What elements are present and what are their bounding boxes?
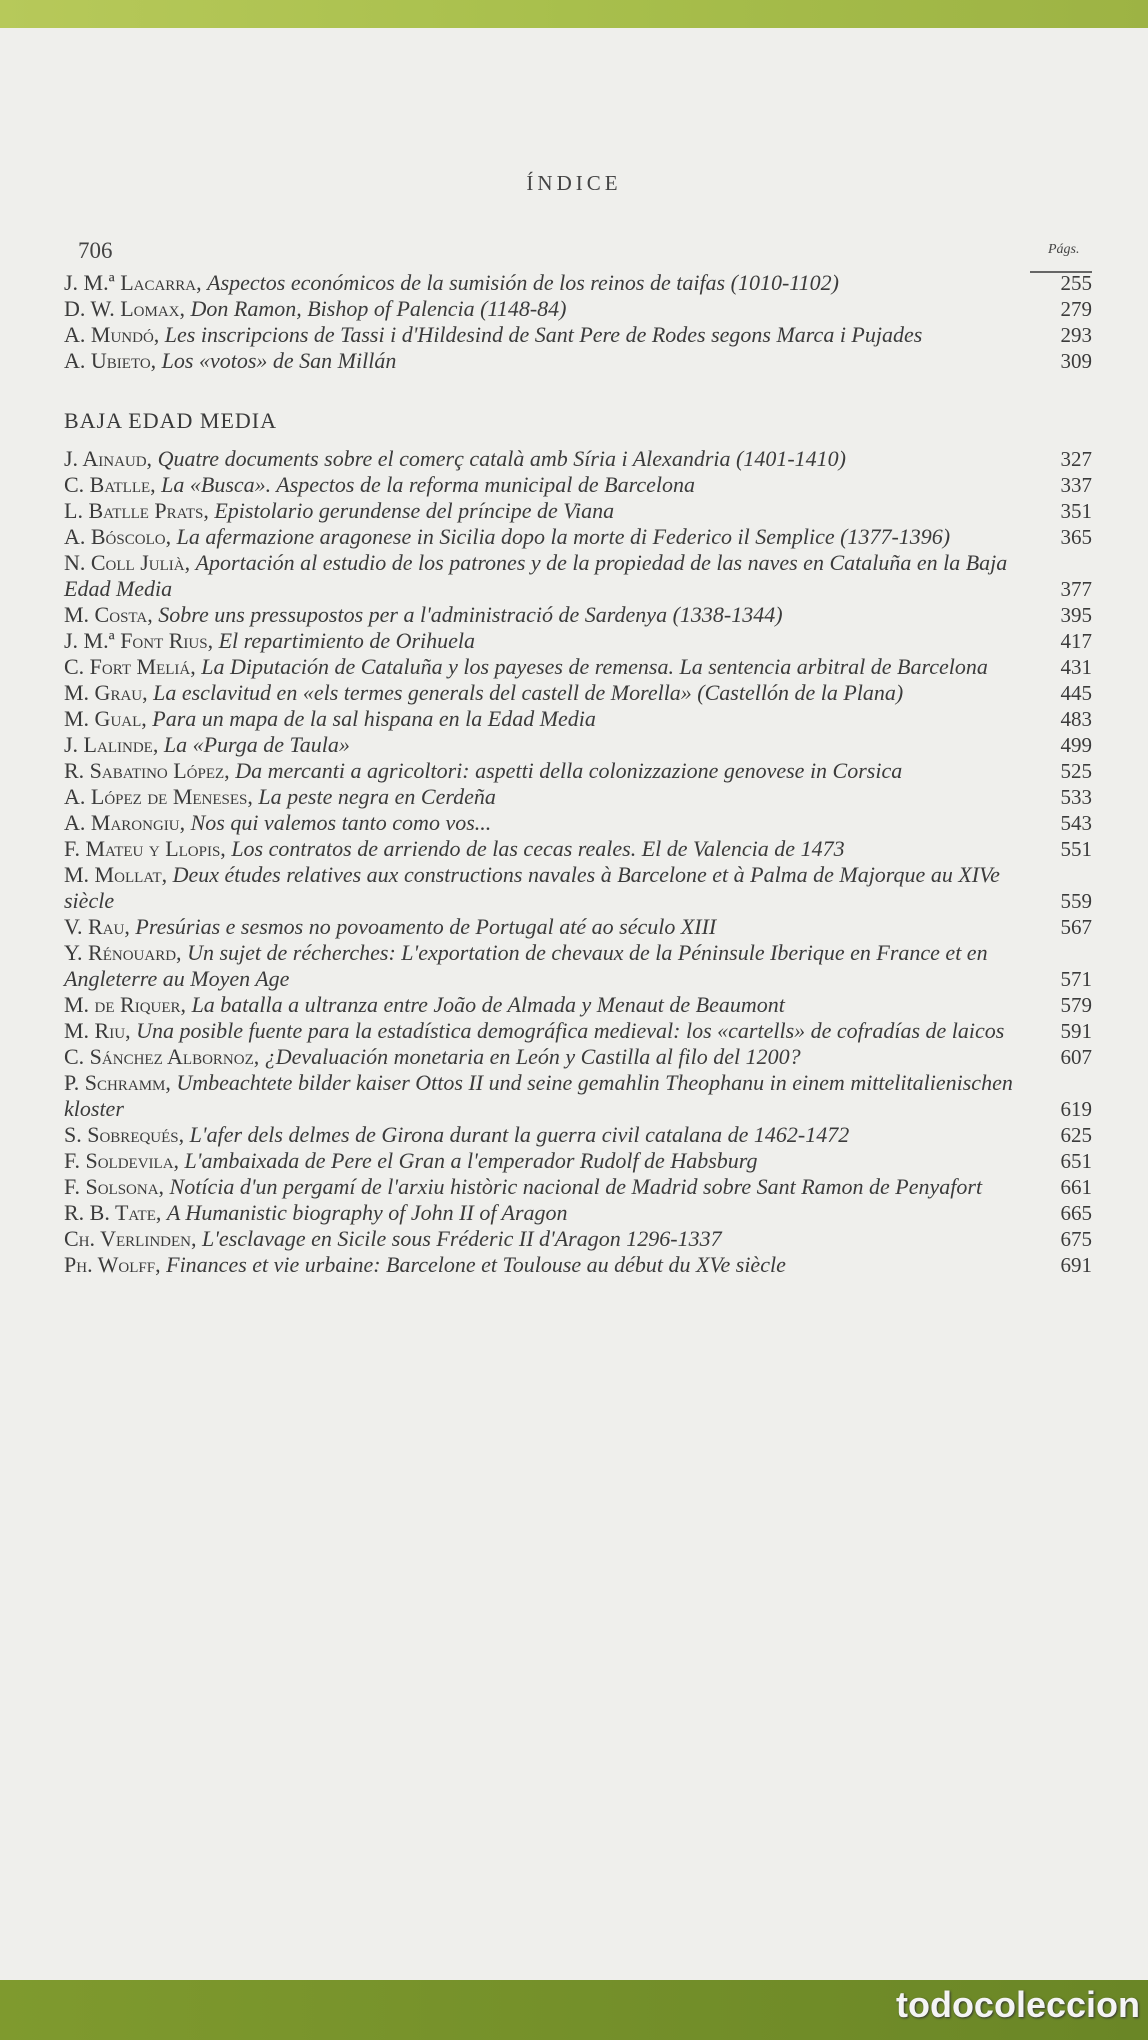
index-entry: [64, 758, 1096, 784]
entry-page-number: 533: [1060, 785, 1092, 809]
index-entry: [64, 1174, 1096, 1200]
entry-author: Y. Rénouard,: [64, 940, 182, 965]
entry-author: M. Grau,: [64, 680, 148, 705]
entry-author: F. Solsona,: [64, 1174, 165, 1199]
entry-author: N. Coll Julià,: [64, 550, 191, 575]
entry-page-number: 551: [1060, 837, 1092, 861]
entry-page-number: 327: [1060, 447, 1092, 471]
entry-author: A. Marongiu,: [64, 810, 186, 835]
entry-page-number: 377: [1060, 577, 1092, 601]
entry-page-number: 625: [1060, 1123, 1092, 1147]
entry-title: Los «votos» de San Millán: [161, 348, 397, 373]
index-entry: [64, 1226, 1096, 1252]
entry-title: L'esclavage en Sicile sous Fréderic II d'Aragon 1296-1337: [201, 1226, 722, 1251]
index-entry: [64, 524, 1096, 550]
index-entry: [64, 706, 1096, 732]
entry-page-number: 571: [1060, 967, 1092, 991]
entry-author: M. Riu,: [64, 1018, 131, 1043]
entry-title: L'ambaixada de Pere el Gran a l'emperador Rudolf de Habsburg: [184, 1148, 758, 1173]
entry-author: C. Batlle,: [64, 472, 156, 497]
index-entry: [64, 680, 1096, 706]
entry-title: La esclavitud en «els termes generals del castell de Morella» (Castellón de la Plana): [153, 680, 904, 705]
entry-title: Sobre uns pressupostos per a l'administració de Sardenya (1338-1344): [158, 602, 783, 627]
entry-author: L. Batlle Prats,: [64, 498, 209, 523]
index-entry: [64, 322, 1096, 348]
index-entry: [64, 296, 1096, 322]
index-entry: [64, 1044, 1096, 1070]
entry-title: Un sujet de récherches: L'exportation de chevaux de la Péninsule Iberique en France et en Angleterre au Moyen Age: [64, 940, 988, 991]
entry-author: R. Sabatino López,: [64, 758, 230, 783]
entry-title: Aspectos económicos de la sumisión de los reinos de taifas (1010-1102): [207, 270, 839, 295]
entry-page-number: 665: [1060, 1201, 1092, 1225]
index-entry: [64, 1252, 1096, 1278]
entry-page-number: 619: [1060, 1097, 1092, 1121]
entry-author: M. Costa,: [64, 602, 153, 627]
entry-author: D. W. Lomax,: [64, 296, 186, 321]
index-entry: [64, 1148, 1096, 1174]
main-entry-list: [64, 446, 1096, 1278]
entry-author: F. Soldevila,: [64, 1148, 180, 1173]
entry-title: Nos qui valemos tanto como vos...: [190, 810, 492, 835]
entry-author: C. Sánchez Albornoz,: [64, 1044, 260, 1069]
entry-title: Finances et vie urbaine: Barcelone et Toulouse au début du XVe siècle: [166, 1252, 786, 1277]
entry-page-number: 499: [1060, 733, 1092, 757]
index-entry: [64, 810, 1096, 836]
entry-title: Les inscripcions de Tassi i d'Hildesind de Sant Pere de Rodes segons Marca i Pujades: [164, 322, 923, 347]
entry-title: Epistolario gerundense del príncipe de Viana: [214, 498, 615, 523]
entry-page-number: 351: [1060, 499, 1092, 523]
index-entry: [64, 1200, 1096, 1226]
index-entry: [64, 914, 1096, 940]
entry-title: Aportación al estudio de los patrones y de la propiedad de las naves en Cataluña en la Baja Edad Media: [64, 550, 1008, 601]
entry-title: Los contratos de arriendo de las cecas reales. El de Valencia de 1473: [231, 836, 845, 861]
entry-page-number: 365: [1060, 525, 1092, 549]
index-entry: [64, 654, 1096, 680]
entry-author: J. M.ª Font Rius,: [64, 628, 214, 653]
entry-page-number: 445: [1060, 681, 1092, 705]
entry-page-number: 279: [1060, 297, 1092, 321]
entry-title: Una posible fuente para la estadística demográfica medieval: los «cartells» de cofradías de laicos: [136, 1018, 1005, 1043]
book-page: [0, 28, 1148, 1993]
index-entry: [64, 940, 1096, 992]
entry-title: A Humanistic biography of John II of Aragon: [166, 1200, 568, 1225]
entry-page-number: 691: [1060, 1253, 1092, 1277]
index-entry: [64, 1122, 1096, 1148]
watermark-logo: todocoleccion: [895, 1984, 1140, 2025]
entry-author: Ch. Verlinden,: [64, 1226, 197, 1251]
index-entry: [64, 862, 1096, 914]
entry-page-number: 579: [1060, 993, 1092, 1017]
entry-author: M. Gual,: [64, 706, 147, 731]
entry-author: A. Mundó,: [64, 322, 160, 347]
entry-title: Notícia d'un pergamí de l'arxiu històric nacional de Madrid sobre Sant Ramon de Penyafort: [169, 1174, 983, 1199]
entry-page-number: 417: [1060, 629, 1092, 653]
index-entry: [64, 992, 1096, 1018]
entry-title: Umbeachtete bilder kaiser Ottos II und seine gemahlin Theophanu in einem mittelitalienischen kloster: [64, 1070, 1013, 1121]
index-entry: [64, 270, 1096, 296]
index-entry: [64, 1018, 1096, 1044]
entry-author: A. Bóscolo,: [64, 524, 172, 549]
entry-page-number: 651: [1060, 1149, 1092, 1173]
entry-page-number: 483: [1060, 707, 1092, 731]
entry-author: Ph. Wolff,: [64, 1252, 161, 1277]
page-title: ÍNDICE: [526, 171, 622, 195]
entry-page-number: 661: [1060, 1175, 1092, 1199]
entry-title: Da mercanti a agricoltori: aspetti della colonizzazione genovese in Corsica: [235, 758, 903, 783]
entry-author: F. Mateu y Llopis,: [64, 836, 226, 861]
index-entry: [64, 836, 1096, 862]
index-entry: [64, 784, 1096, 810]
entry-page-number: 431: [1060, 655, 1092, 679]
entry-page-number: 525: [1060, 759, 1092, 783]
entry-author: P. Schramm,: [64, 1070, 171, 1095]
top-entry-list: [64, 270, 1096, 374]
entry-page-number: 675: [1060, 1227, 1092, 1251]
entry-title: La Diputación de Cataluña y los payeses de remensa. La sentencia arbitral de Barcelona: [201, 654, 988, 679]
entry-author: M. de Riquer,: [64, 992, 187, 1017]
entry-title: La peste negra en Cerdeña: [258, 784, 496, 809]
entry-title: La batalla a ultranza entre João de Almada y Menaut de Beaumont: [191, 992, 785, 1017]
entry-author: J. Ainaud,: [64, 446, 153, 471]
entry-author: S. Sobrequés,: [64, 1122, 185, 1147]
entry-author: M. Mollat,: [64, 862, 168, 887]
entry-page-number: 395: [1060, 603, 1092, 627]
page-number: 706: [78, 238, 113, 263]
entry-page-number: 591: [1060, 1019, 1092, 1043]
entry-author: A. Ubieto,: [64, 348, 157, 373]
entry-title: Para un mapa de la sal hispana en la Edad Media: [152, 706, 596, 731]
index-entry: [64, 446, 1096, 472]
entry-page-number: 255: [1060, 271, 1092, 295]
entry-page-number: 543: [1060, 811, 1092, 835]
entry-title: L'afer dels delmes de Girona durant la guerra civil catalana de 1462-1472: [189, 1122, 850, 1147]
entry-author: A. López de Meneses,: [64, 784, 253, 809]
entry-page-number: 293: [1060, 323, 1092, 347]
entry-page-number: 607: [1060, 1045, 1092, 1069]
entry-title: Don Ramon, Bishop of Palencia (1148-84): [190, 296, 567, 321]
index-entry: [64, 628, 1096, 654]
index-entry: [64, 498, 1096, 524]
entry-author: J. Lalinde,: [64, 732, 159, 757]
index-entry: [64, 472, 1096, 498]
entry-author: C. Fort Meliá,: [64, 654, 196, 679]
index-entries: [64, 270, 1096, 1278]
index-entry: [64, 1070, 1096, 1122]
entry-author: V. Rau,: [64, 914, 130, 939]
entry-title: La «Busca». Aspectos de la reforma municipal de Barcelona: [161, 472, 696, 497]
pages-column-label: Págs.: [1048, 242, 1080, 257]
index-entry: [64, 550, 1096, 602]
index-entry: [64, 602, 1096, 628]
entry-title: La «Purga de Taula»: [163, 732, 350, 757]
index-entry: [64, 732, 1096, 758]
section-heading: BAJA EDAD MEDIA: [64, 408, 277, 433]
entry-page-number: 337: [1060, 473, 1092, 497]
entry-title: ¿Devaluación monetaria en León y Castilla al filo del 1200?: [264, 1044, 801, 1069]
index-entry: [64, 348, 1096, 374]
entry-title: El repartimiento de Orihuela: [218, 628, 476, 653]
entry-page-number: 309: [1060, 349, 1092, 373]
entry-title: Deux études relatives aux constructions navales à Barcelone et à Palma de Majorque au XIVe siècle: [64, 862, 1000, 913]
entry-title: Presúrias e sesmos no povoamento de Portugal até ao século XIII: [135, 914, 717, 939]
entry-author: R. B. Tate,: [64, 1200, 162, 1225]
entry-title: Quatre documents sobre el comerç català amb Síria i Alexandria (1401-1410): [157, 446, 846, 471]
entry-author: J. M.ª Lacarra,: [64, 270, 202, 295]
entry-page-number: 559: [1060, 889, 1092, 913]
entry-title: La afermazione aragonese in Sicilia dopo la morte di Federico il Semplice (1377-1396): [176, 524, 951, 549]
entry-page-number: 567: [1060, 915, 1092, 939]
